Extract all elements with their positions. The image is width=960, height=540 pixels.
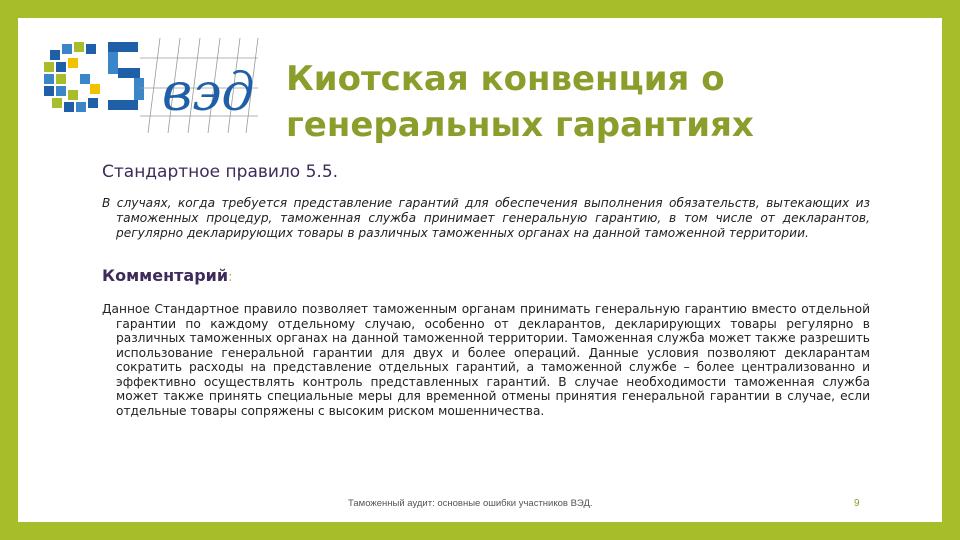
- ved-logo: [30, 28, 260, 138]
- globe-mark: [44, 42, 144, 112]
- comment-text: Данное Стандартное правило позволяет таможенным органам принимать генеральную гарантию вместо отдельной гарантии по каждому отдельному случаю, особенно от декларантов, декларирующих товары регулярно в различных таможенных органах на данной таможенной территории. Таможенная служба может также разрешить использование генеральной гарантии для двух и более операций. Данные условия позволяют декларантам сократить расходы на представление отдельных гарантий, а таможенной службе – более централизованно и эффективно осуществлять контроль представленных гарантий. В случае необходимости таможенная служба может также принять специальные меры для временной отмены принятия генеральной гарантии в случае, если отдельные товары сопряжены с высоким риском мошенничества.: [102, 302, 870, 418]
- page-title: [286, 56, 906, 148]
- page-number: 9: [854, 498, 860, 509]
- slide: [18, 18, 942, 522]
- footer-text: Таможенный аудит: основные ошибки участников ВЭД.: [348, 498, 593, 509]
- title-line-1: Киотская конвенция о: [286, 59, 725, 99]
- comment-heading-label: Комментарий: [102, 266, 229, 285]
- comment-heading: [102, 266, 232, 285]
- title-line-2: генеральных гарантиях: [286, 105, 754, 145]
- rule-heading: Стандартное правило 5.5.: [102, 162, 339, 182]
- rule-text: В случаях, когда требуется представление гарантий для обеспечения выполнения обязательств, вытекающих из таможенных процедур, таможенная служба принимает генеральную гарантию, в том числе от декларантов, регулярно декларирующих товары в различных таможенных органах на данной таможенной территории.: [102, 196, 870, 240]
- comment-heading-colon: :: [228, 270, 233, 285]
- logo-text: вэд: [162, 63, 255, 123]
